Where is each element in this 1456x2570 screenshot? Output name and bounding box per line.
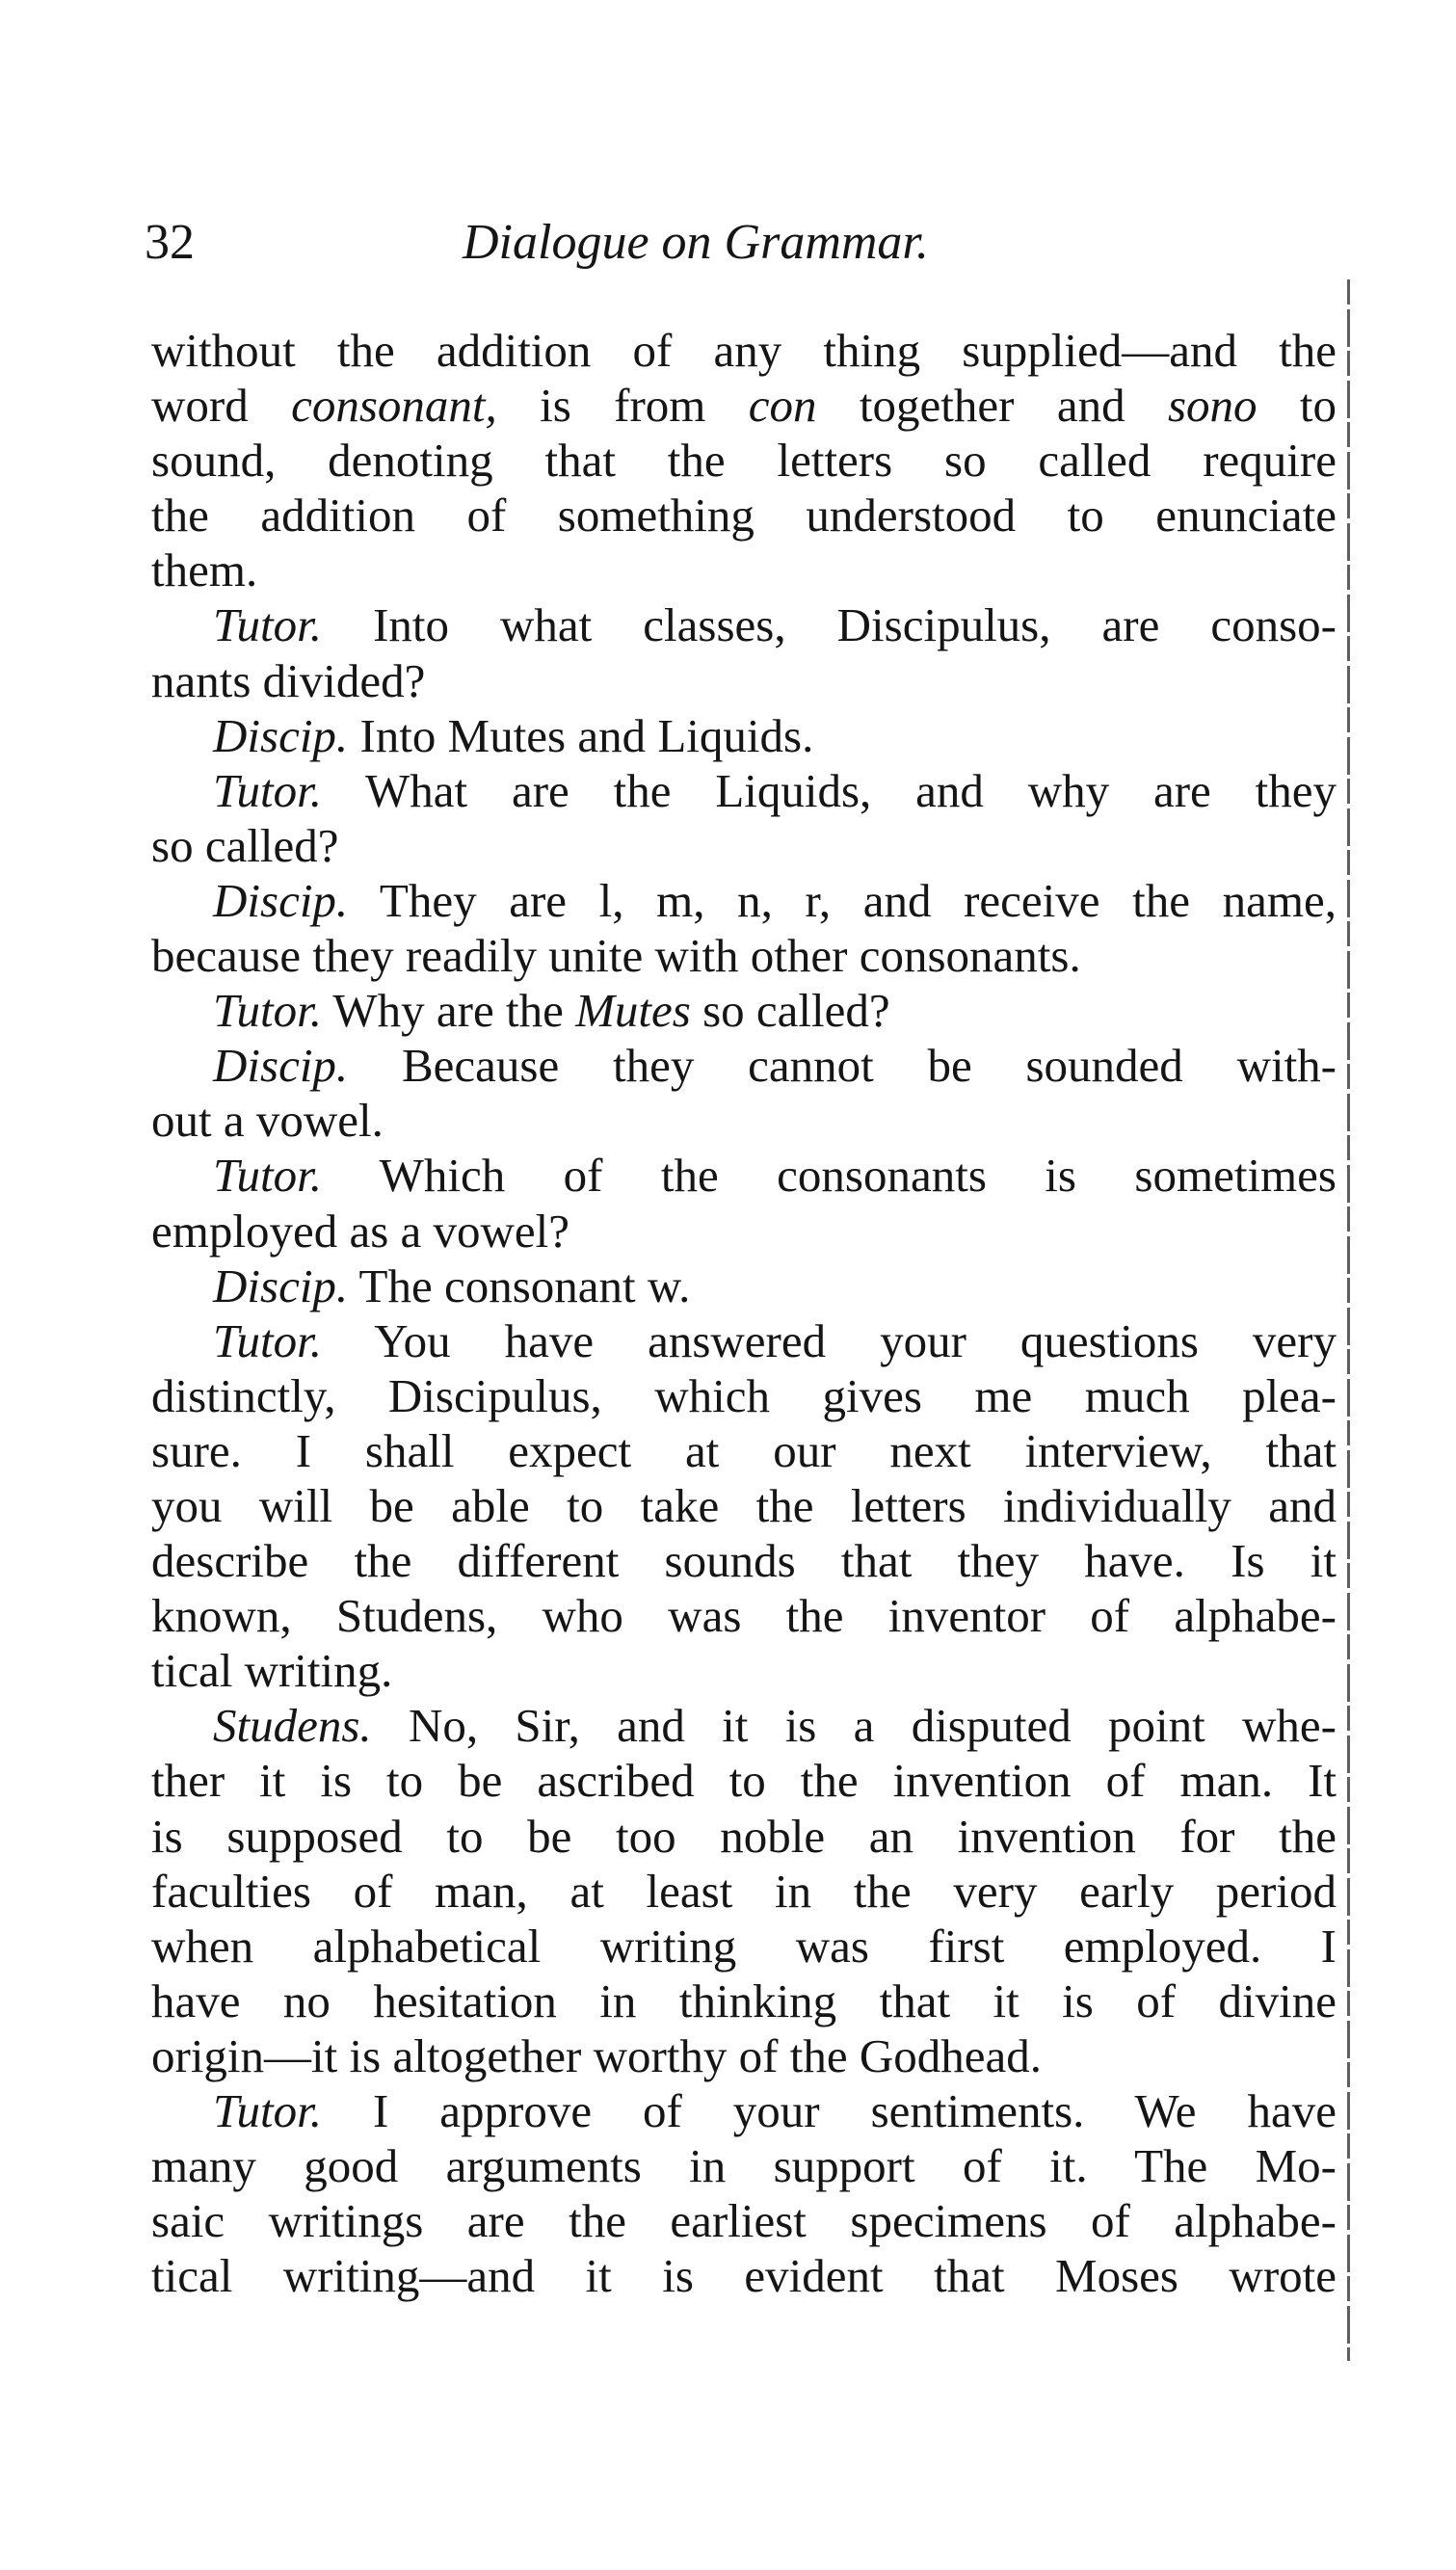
- text-line: the addition of something understood to enunciate: [151, 489, 1337, 543]
- page-number: 32: [145, 215, 195, 270]
- text-line: you will be able to take the letters individually and: [151, 1478, 1337, 1532]
- text-line: Discip. They are l, m, n, r, and receive the name,: [213, 873, 1337, 927]
- speaker-label: Discip.: [213, 708, 349, 762]
- text-line: known, Studens, who was the inventor of alphabe-: [151, 1589, 1337, 1643]
- speaker-label: Tutor.: [213, 598, 323, 652]
- speaker-label: Discip.: [213, 1259, 349, 1312]
- text-line: distinctly, Discipulus, which gives me much plea-: [151, 1368, 1337, 1422]
- text-line: Tutor. Into what classes, Discipulus, are conso-: [213, 598, 1337, 652]
- gutter-edge-line: [1347, 279, 1350, 2361]
- text-line: describe the different sounds that they have. Is it: [151, 1534, 1337, 1588]
- text-line: Tutor. Which of the consonants is sometimes: [213, 1149, 1337, 1203]
- text-line: faculties of man, at least in the very early period: [151, 1864, 1337, 1918]
- text-line: so called?: [151, 818, 339, 872]
- text-line: Discip. Because they cannot be sounded with-: [213, 1039, 1337, 1093]
- text-line: Discip. Into Mutes and Liquids.: [213, 708, 814, 762]
- text-line: Studens. No, Sir, and it is a disputed point whe-: [213, 1699, 1337, 1753]
- speaker-label: Discip.: [213, 873, 349, 927]
- speaker-label: Tutor.: [213, 763, 323, 817]
- text-line: out a vowel.: [151, 1094, 384, 1148]
- running-title: Dialogue on Grammar.: [463, 215, 929, 270]
- body-text: [151, 323, 1337, 2303]
- text-line: sound, denoting that the letters so called require: [151, 434, 1337, 488]
- text-line: Discip. The consonant w.: [213, 1259, 691, 1312]
- speaker-label: Tutor.: [213, 984, 323, 1038]
- italic-term: consonant,: [291, 379, 497, 433]
- text-line: when alphabetical writing was first employed. I: [151, 1919, 1337, 1973]
- text-line: because they readily unite with other consonants.: [151, 929, 1081, 983]
- italic-term: con: [748, 379, 817, 433]
- speaker-label: Studens.: [213, 1699, 372, 1753]
- text-line: word consonant, is from con together and sono to: [151, 379, 1337, 433]
- text-line: Tutor. Why are the Mutes so called?: [213, 984, 890, 1038]
- text-line: saic writings are the earliest specimens of alphabe-: [151, 2194, 1337, 2248]
- text-line: employed as a vowel?: [151, 1204, 570, 1258]
- text-line: sure. I shall expect at our next interview, that: [151, 1423, 1337, 1477]
- text-line: Tutor. What are the Liquids, and why are they: [213, 763, 1337, 817]
- text-line: have no hesitation in thinking that it is of divine: [151, 1974, 1337, 2027]
- italic-term: Mutes: [575, 984, 691, 1038]
- text-line: nants divided?: [151, 653, 426, 707]
- text-line: tical writing.: [151, 1644, 393, 1698]
- text-line: origin—it is altogether worthy of the Godhead.: [151, 2028, 1042, 2082]
- text-line: Tutor. You have answered your questions very: [213, 1313, 1337, 1367]
- text-line: many good arguments in support of it. The Mo-: [151, 2139, 1337, 2193]
- text-line: without the addition of any thing supplied—and the: [151, 324, 1337, 377]
- text-line: them.: [151, 543, 258, 597]
- italic-term: sono: [1167, 379, 1257, 433]
- speaker-label: Tutor.: [213, 2084, 323, 2137]
- speaker-label: Discip.: [213, 1039, 349, 1093]
- text-line: is supposed to be too noble an invention for the: [151, 1809, 1337, 1863]
- speaker-label: Tutor.: [213, 1313, 323, 1367]
- text-line: ther it is to be ascribed to the invention of man. It: [151, 1754, 1337, 1808]
- text-line: Tutor. I approve of your sentiments. We have: [213, 2084, 1337, 2137]
- text-line: tical writing—and it is evident that Moses wrote: [151, 2249, 1337, 2303]
- speaker-label: Tutor.: [213, 1149, 323, 1203]
